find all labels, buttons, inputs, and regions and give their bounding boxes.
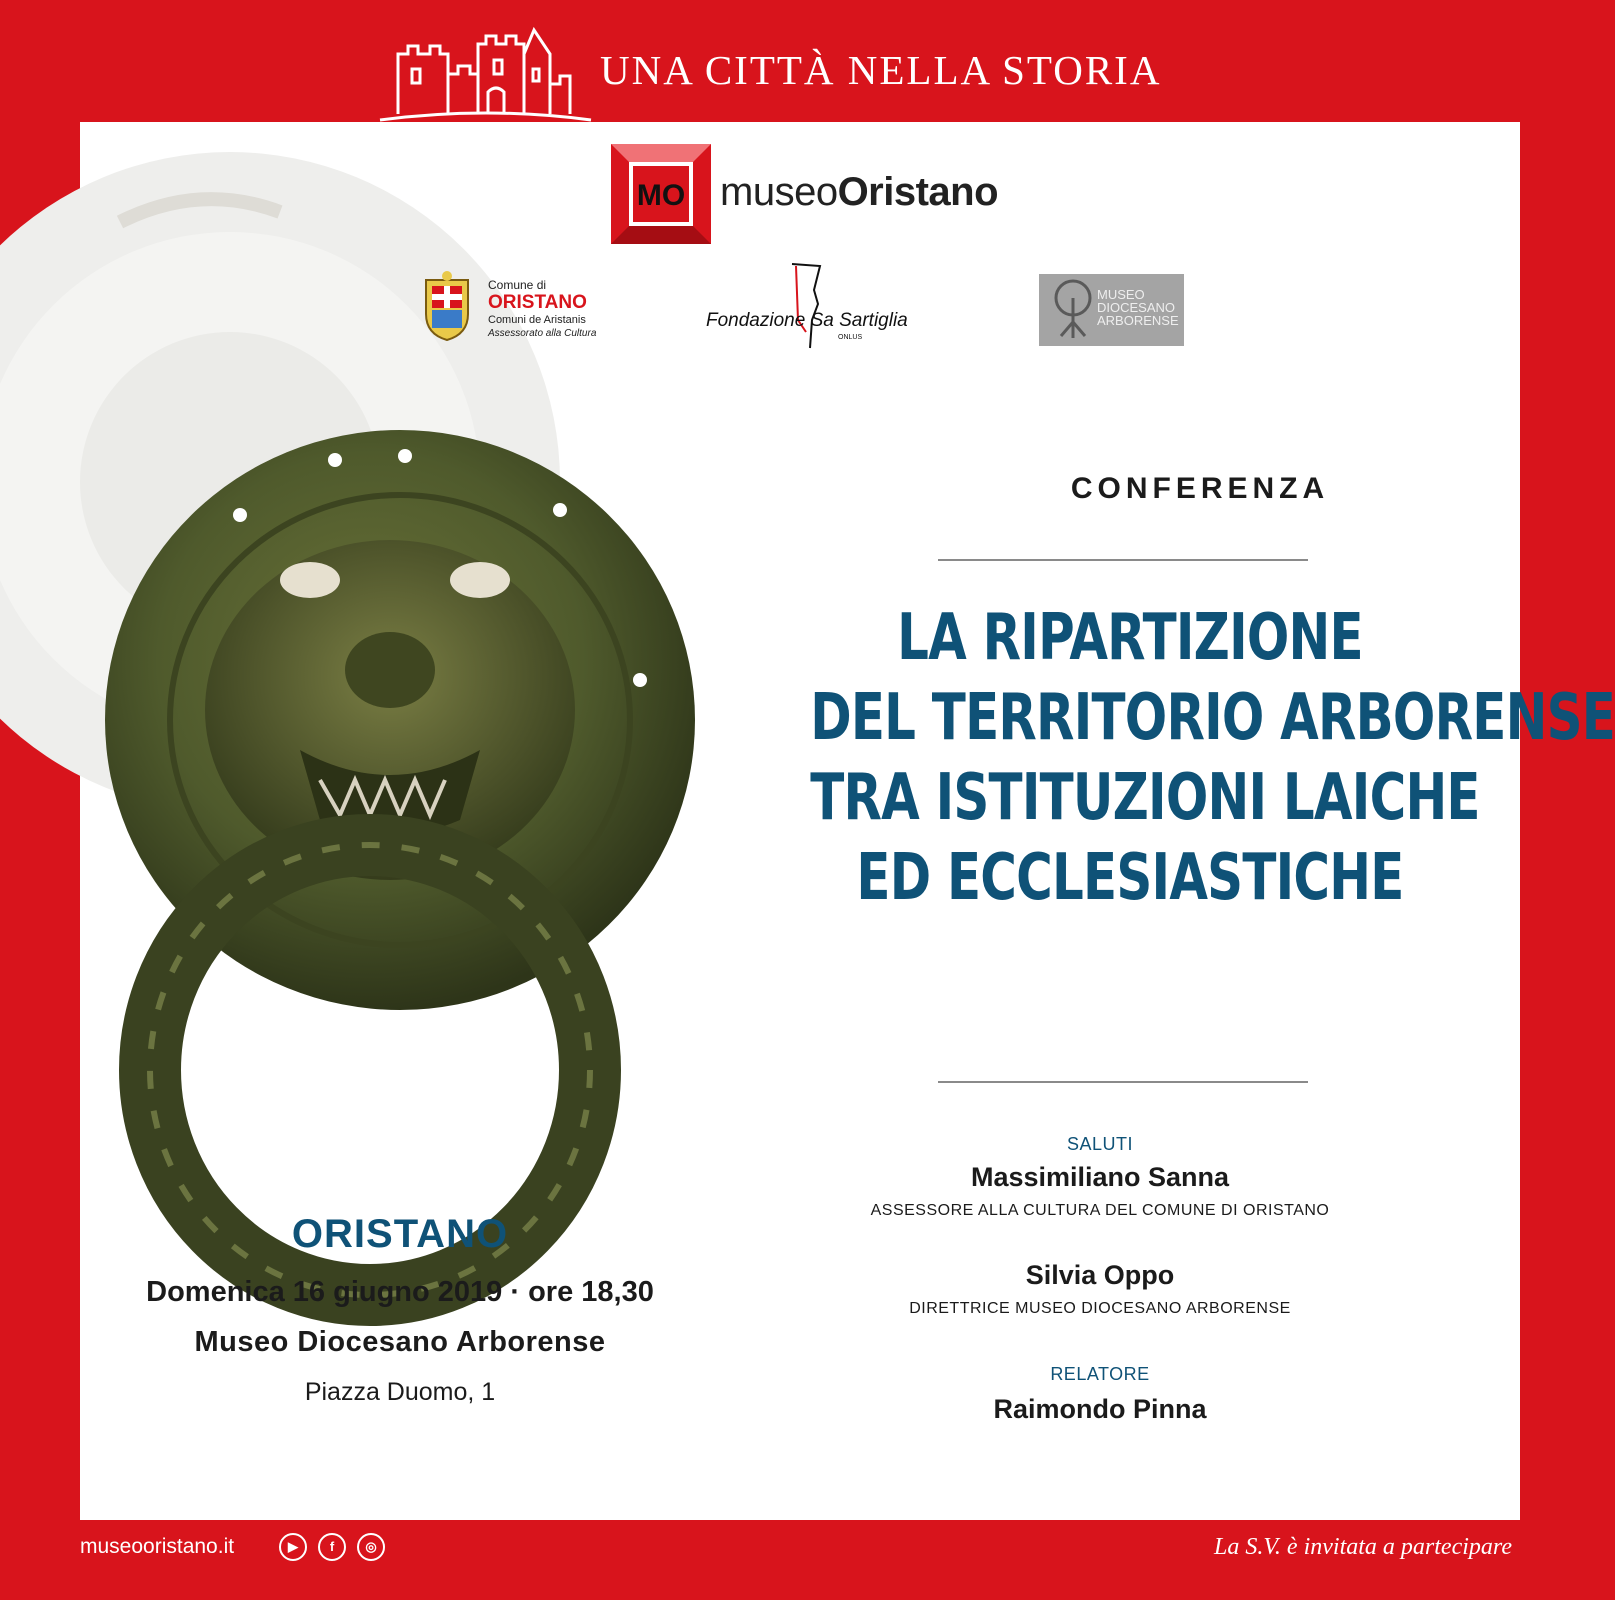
lion-knocker-image (100, 420, 740, 1350)
diocesano-name: MUSEO DIOCESANO ARBORENSE (1097, 287, 1179, 328)
invitation-text: La S.V. è invitata a partecipare (1214, 1534, 1512, 1560)
divider-bottom (938, 1081, 1308, 1083)
banner-title: UNA CITTÀ NELLA STORIA (600, 47, 1162, 93)
comune-sardinian-name: Comuni de Aristanis (488, 314, 586, 326)
youtube-icon[interactable]: ▶ (279, 1533, 307, 1561)
event-title (810, 598, 1615, 918)
museo-oristano-wordmark: museoOristano (720, 170, 999, 214)
relatore-name: Raimondo Pinna (993, 1394, 1207, 1424)
event-city: ORISTANO (291, 1212, 509, 1256)
tree-icon (1045, 278, 1101, 342)
speaker1-name: Massimiliano Sanna (970, 1162, 1230, 1192)
event-date: Domenica 16 giugno 2019 · ore 18,30 (146, 1276, 654, 1308)
top-banner (0, 0, 1600, 122)
speaker2-role: DIRETTRICE MUSEO DIOCESANO ARBORENSE (909, 1300, 1291, 1317)
divider-top (938, 559, 1308, 561)
fondazione-name: Fondazione Sa Sartiglia (706, 310, 908, 331)
speaker1-role: ASSESSORE ALLA CULTURA DEL COMUNE DI ORISTANO (870, 1202, 1330, 1219)
museo-diocesano-logo (1039, 274, 1184, 346)
website-link[interactable]: museooristano.it (80, 1535, 235, 1558)
greetings-label: SALUTI (1066, 1134, 1134, 1154)
museo-oristano-logo-icon (611, 144, 711, 244)
castle-icon (378, 14, 593, 124)
instagram-icon[interactable]: ◎ (357, 1533, 385, 1561)
comune-label: Comune di (488, 278, 547, 292)
comune-city: ORISTANO (488, 292, 587, 313)
comune-oristano-logo (416, 268, 616, 348)
relatore-label: RELATORE (1050, 1364, 1150, 1384)
comune-department: Assessorato alla Cultura (488, 328, 597, 339)
coat-of-arms-icon (416, 270, 478, 342)
speaker2-name: Silvia Oppo (1025, 1260, 1175, 1290)
title-line: DEL TERRITORIO ARBORENSE (810, 681, 1615, 755)
event-type: CONFERENZA (1070, 472, 1330, 505)
event-venue: Museo Diocesano Arborense (194, 1326, 606, 1358)
sartiglia-mask-icon (786, 260, 826, 350)
title-line: TRA ISTITUZIONI LAICHE (810, 761, 1480, 835)
event-address: Piazza Duomo, 1 (304, 1378, 496, 1406)
fondazione-onlus: ONLUS (838, 334, 863, 341)
title-line: LA RIPARTIZIONE (897, 601, 1363, 675)
facebook-icon[interactable]: f (318, 1533, 346, 1561)
svg-text:MO: MO (636, 179, 686, 212)
invitation-card (80, 122, 1615, 1520)
title-line: ED ECCLESIASTICHE (856, 841, 1404, 915)
fondazione-sartiglia-logo (706, 260, 936, 352)
